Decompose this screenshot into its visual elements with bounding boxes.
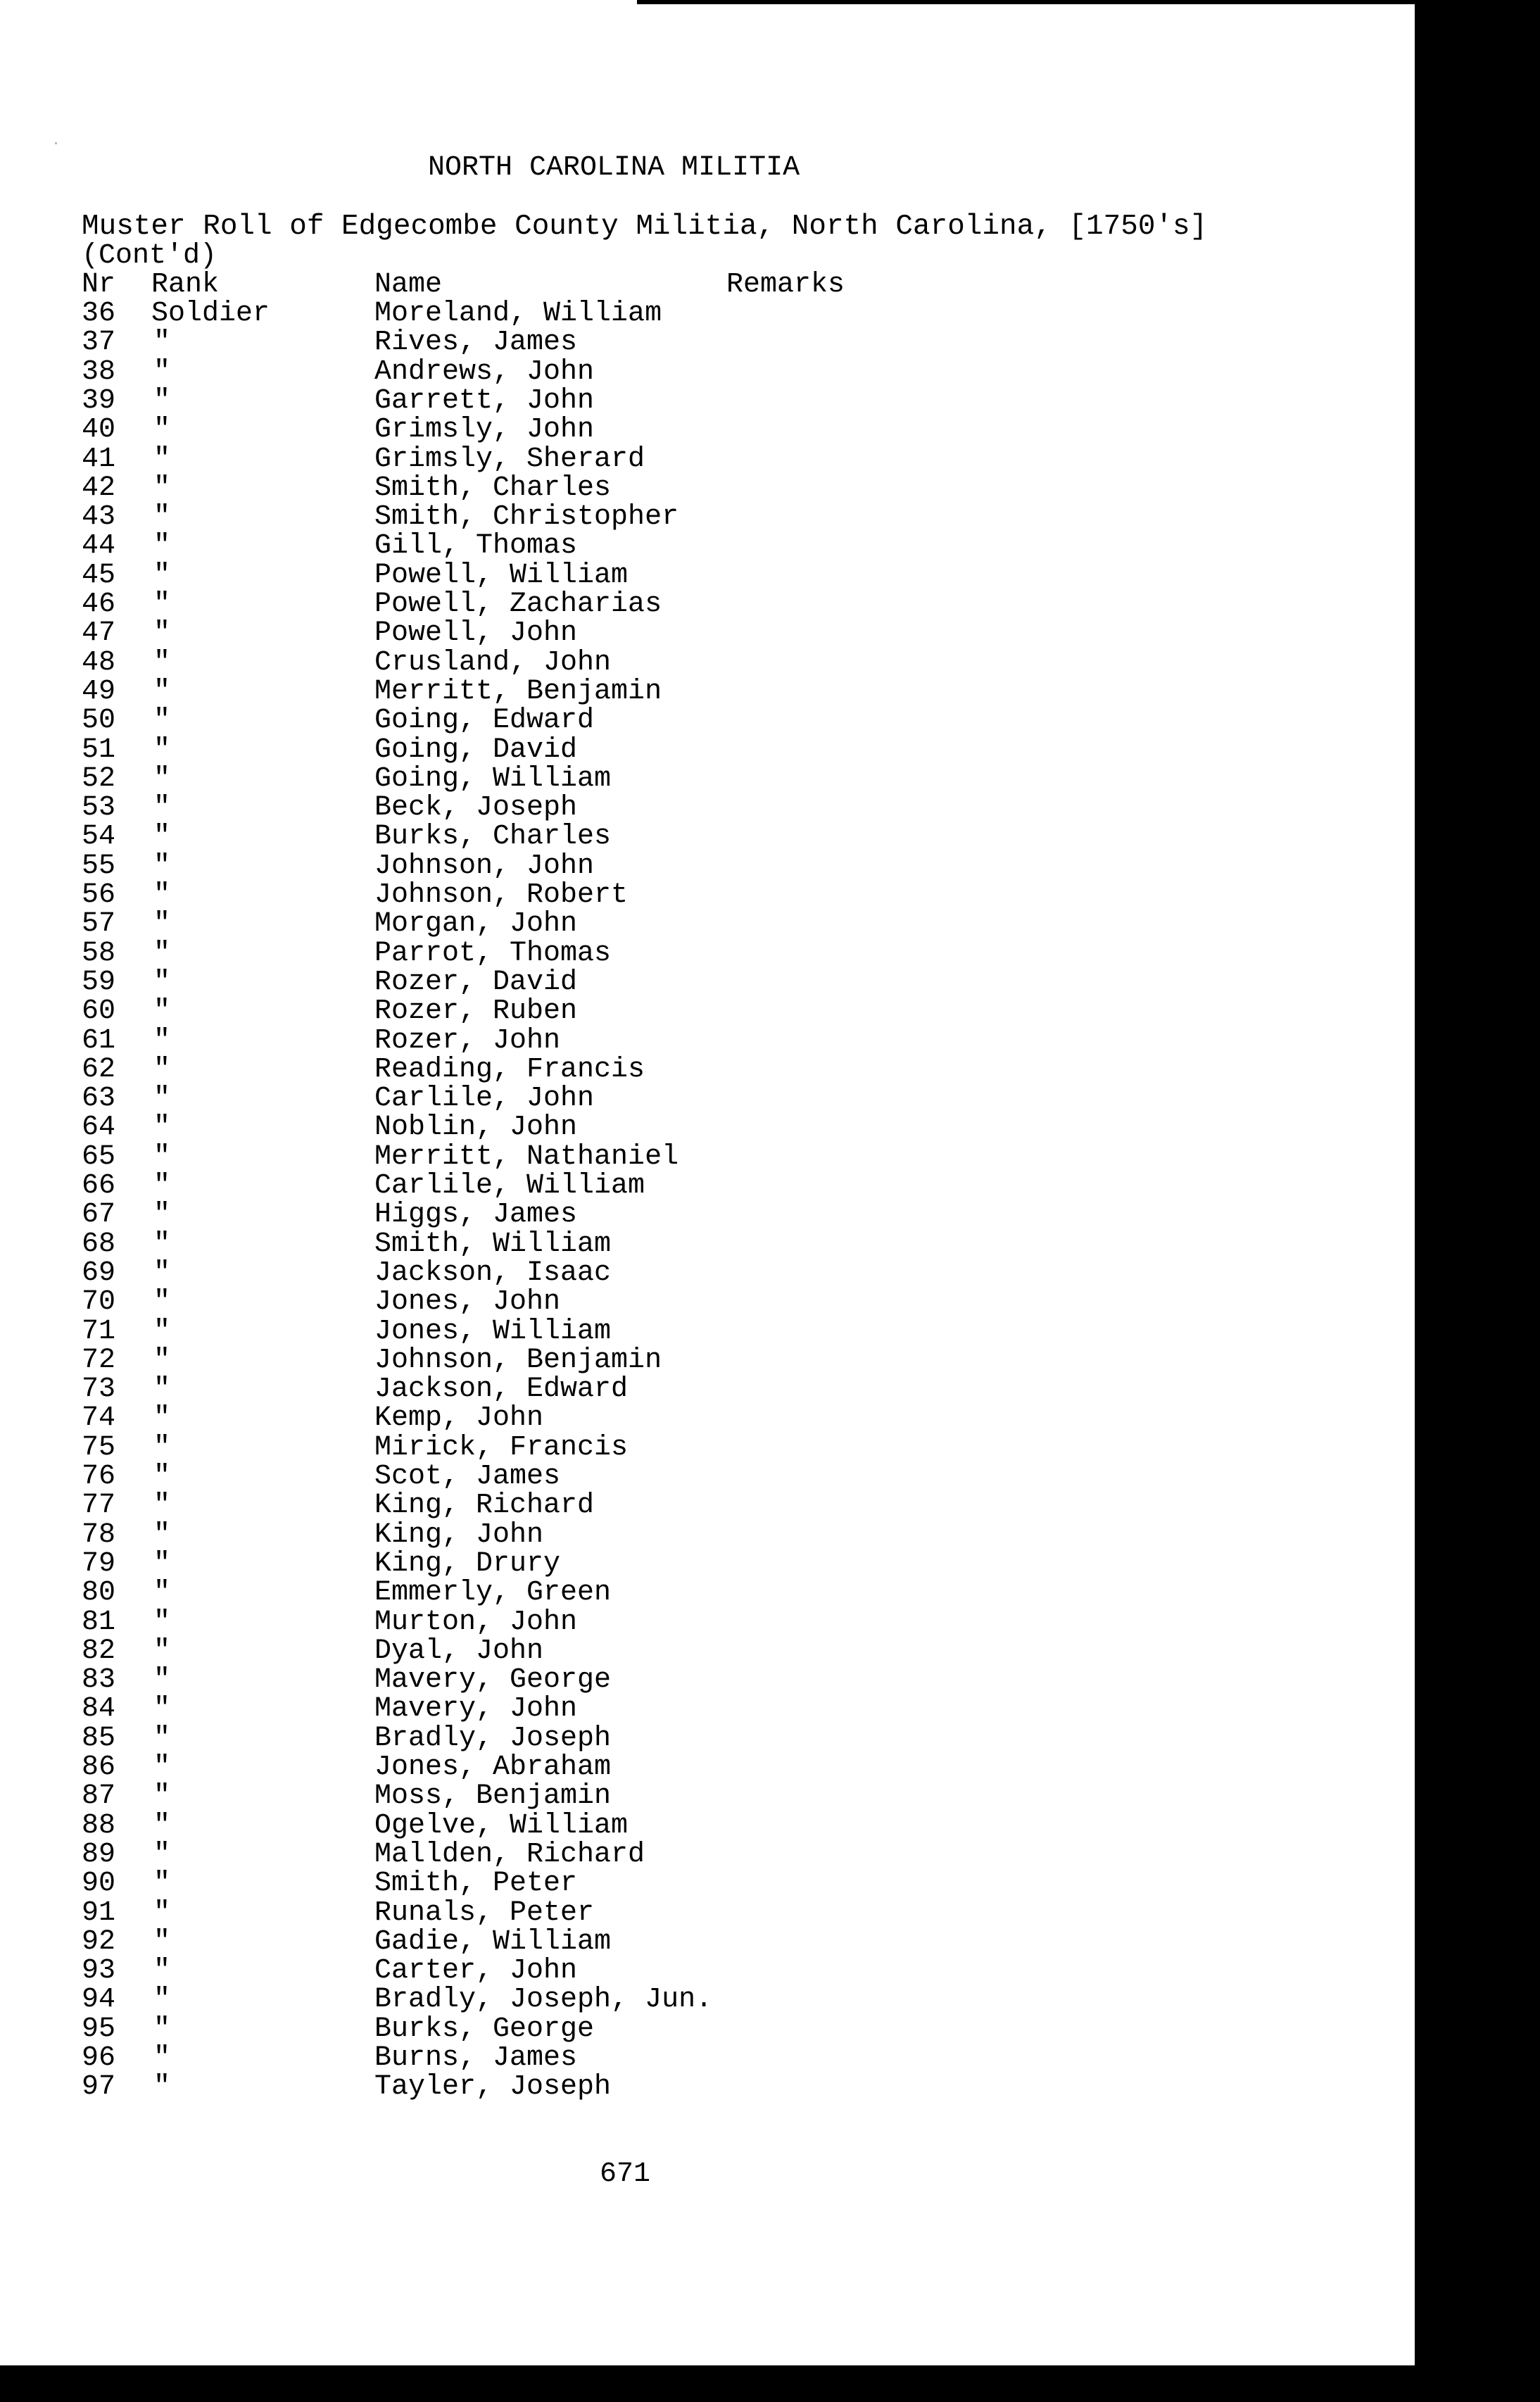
row-name: Scot, James: [374, 1461, 561, 1492]
row-rank: ": [153, 1518, 171, 1551]
row-name: Parrot, Thomas: [374, 937, 612, 969]
row-rank: ": [153, 1955, 171, 1987]
table-row: [0, 939, 985, 968]
row-name: Burks, Charles: [374, 821, 612, 853]
row-name: Johnson, John: [374, 850, 595, 882]
row-rank: ": [153, 1984, 171, 2016]
row-name: Mirick, Francis: [374, 1431, 629, 1464]
row-rank: ": [153, 589, 171, 620]
row-rank: ": [153, 1402, 171, 1435]
row-nr: 95: [82, 2013, 116, 2045]
row-nr: 50: [82, 705, 116, 737]
row-rank: ": [153, 414, 171, 446]
table-row: [0, 2044, 985, 2073]
row-rank: ": [153, 2013, 171, 2045]
row-rank: ": [153, 1024, 171, 1057]
table-row: [0, 1317, 985, 1346]
row-name: Burns, James: [374, 2042, 578, 2074]
table-row: [0, 1782, 985, 1811]
row-name: Noblin, John: [374, 1112, 578, 1144]
table-row: [0, 1811, 985, 1840]
row-nr: 72: [82, 1344, 116, 1376]
row-name: King, John: [374, 1518, 544, 1551]
row-nr: 47: [82, 617, 116, 650]
table-row: [0, 1462, 985, 1491]
row-rank: ": [153, 1868, 171, 1900]
row-nr: 85: [82, 1722, 116, 1754]
row-rank: ": [153, 1664, 171, 1697]
table-row: [0, 1404, 985, 1433]
row-rank: ": [153, 1344, 171, 1376]
row-nr: 41: [82, 443, 116, 475]
row-name: Jones, Abraham: [374, 1752, 612, 1783]
row-nr: 80: [82, 1577, 116, 1609]
row-nr: 48: [82, 646, 116, 679]
table-row: [0, 1637, 985, 1666]
row-name: Grimsly, Sherard: [374, 443, 645, 475]
row-nr: 97: [82, 2071, 116, 2104]
row-name: Rozer, David: [374, 966, 578, 998]
row-rank: ": [153, 850, 171, 882]
row-rank: ": [153, 1053, 171, 1086]
table-row: [0, 299, 985, 328]
row-rank: ": [153, 1838, 171, 1870]
row-nr: 46: [82, 589, 116, 620]
row-nr: 37: [82, 327, 116, 359]
table-row: [0, 1753, 985, 1782]
row-nr: 76: [82, 1461, 116, 1492]
row-rank: ": [153, 995, 171, 1028]
row-rank: ": [153, 908, 171, 941]
row-nr: 56: [82, 879, 116, 911]
row-nr: 42: [82, 472, 116, 504]
row-name: Carlile, William: [374, 1170, 645, 1202]
header-name: Name: [374, 269, 443, 301]
row-name: Mallden, Richard: [374, 1838, 645, 1870]
table-row: [0, 1140, 985, 1173]
table-row: [0, 997, 985, 1026]
table-row: [0, 1549, 985, 1578]
row-nr: 71: [82, 1315, 116, 1347]
row-rank: ": [153, 1228, 171, 1260]
row-name: Moss, Benjamin: [374, 1780, 612, 1813]
table-row: [0, 1608, 985, 1637]
table-row: [0, 1869, 985, 1898]
row-rank: ": [153, 1577, 171, 1609]
row-nr: 64: [82, 1112, 116, 1144]
row-name: Bradly, Joseph, Jun.: [374, 1984, 713, 2016]
row-nr: 39: [82, 384, 116, 417]
row-rank: ": [153, 472, 171, 504]
row-rank: ": [153, 1693, 171, 1725]
row-name: Powell, William: [374, 559, 629, 591]
row-name: Morgan, John: [374, 908, 578, 941]
row-name: Bradly, Joseph: [374, 1722, 612, 1754]
row-name: Garrett, John: [374, 384, 595, 417]
table-row: [0, 1084, 985, 1113]
row-nr: 87: [82, 1780, 116, 1813]
row-nr: 89: [82, 1838, 116, 1870]
row-nr: 51: [82, 734, 116, 766]
table-row: [0, 706, 985, 735]
row-name: Kemp, John: [374, 1402, 544, 1435]
row-rank: ": [153, 1170, 171, 1202]
row-name: Jones, William: [374, 1315, 612, 1347]
page-number: 671: [600, 2158, 651, 2190]
row-name: Merritt, Benjamin: [374, 675, 662, 708]
row-name: King, Richard: [374, 1490, 595, 1522]
table-row: [0, 474, 985, 503]
row-rank: ": [153, 1315, 171, 1347]
row-name: King, Drury: [374, 1547, 561, 1580]
table-row: [0, 762, 985, 795]
row-rank: ": [153, 879, 171, 911]
row-nr: 68: [82, 1228, 116, 1260]
row-name: Going, William: [374, 762, 612, 795]
row-rank: ": [153, 617, 171, 650]
row-name: Dyal, John: [374, 1635, 544, 1667]
row-name: Gadie, William: [374, 1925, 612, 1958]
row-name: Johnson, Robert: [374, 879, 629, 911]
row-rank: ": [153, 1431, 171, 1464]
row-rank: ": [153, 356, 171, 388]
row-nr: 90: [82, 1868, 116, 1900]
table-row: [0, 822, 985, 851]
table-row: [0, 1433, 985, 1462]
row-name: Smith, Peter: [374, 1868, 578, 1900]
row-nr: 58: [82, 937, 116, 969]
table-row: [0, 503, 985, 532]
table-row: [0, 1840, 985, 1869]
row-rank: ": [153, 792, 171, 824]
row-nr: 53: [82, 792, 116, 824]
row-name: Rives, James: [374, 327, 578, 359]
document-title: NORTH CAROLINA MILITIA: [428, 152, 800, 184]
table-row: [0, 648, 985, 677]
row-rank: ": [153, 646, 171, 679]
row-name: Jackson, Isaac: [374, 1257, 612, 1289]
row-rank: ": [153, 1373, 171, 1406]
row-nr: 40: [82, 414, 116, 446]
row-nr: 52: [82, 762, 116, 795]
row-rank: ": [153, 1897, 171, 1929]
row-name: Rozer, Ruben: [374, 995, 578, 1028]
row-name: Ogelve, William: [374, 1809, 629, 1842]
row-nr: 78: [82, 1518, 116, 1551]
table-row: [0, 1664, 985, 1697]
table-row: [0, 619, 985, 648]
table-row: [0, 793, 985, 822]
table-row: [0, 736, 985, 765]
table-row: [0, 1346, 985, 1375]
row-nr: 59: [82, 966, 116, 998]
table-row: [0, 328, 985, 357]
table-row: [0, 1230, 985, 1259]
table-row: [0, 1694, 985, 1723]
row-name: Powell, John: [374, 617, 578, 650]
row-name: Beck, Joseph: [374, 792, 578, 824]
row-rank: ": [153, 384, 171, 417]
row-rank: ": [153, 966, 171, 998]
row-rank: ": [153, 1635, 171, 1667]
row-name: Going, Edward: [374, 705, 595, 737]
row-rank: ": [153, 1809, 171, 1842]
row-nr: 77: [82, 1490, 116, 1522]
row-rank: ": [153, 1752, 171, 1783]
scan-speck: [55, 142, 57, 144]
row-rank: ": [153, 559, 171, 591]
row-rank: ": [153, 1780, 171, 1813]
row-name: Jones, John: [374, 1286, 561, 1319]
row-rank: ": [153, 1112, 171, 1144]
row-name: Rozer, John: [374, 1024, 561, 1057]
row-name: Andrews, John: [374, 356, 595, 388]
row-name: Burks, George: [374, 2013, 595, 2045]
row-nr: 73: [82, 1373, 116, 1406]
row-nr: 55: [82, 850, 116, 882]
row-rank: ": [153, 2071, 171, 2104]
row-name: Runals, Peter: [374, 1897, 595, 1929]
row-name: Carlile, John: [374, 1083, 595, 1115]
row-nr: 81: [82, 1606, 116, 1638]
row-name: Merritt, Nathaniel: [374, 1140, 679, 1173]
row-nr: 60: [82, 995, 116, 1028]
row-nr: 61: [82, 1024, 116, 1057]
header-remarks: Remarks: [726, 269, 845, 301]
row-name: Smith, Christopher: [374, 501, 679, 534]
row-rank: ": [153, 1140, 171, 1173]
row-nr: 67: [82, 1199, 116, 1231]
row-nr: 45: [82, 559, 116, 591]
row-name: Grimsly, John: [374, 414, 595, 446]
row-rank: ": [153, 1286, 171, 1319]
row-name: Tayler, Joseph: [374, 2071, 612, 2104]
table-row: [0, 445, 985, 474]
row-rank: ": [153, 1722, 171, 1754]
row-nr: 93: [82, 1955, 116, 1987]
row-nr: 83: [82, 1664, 116, 1697]
table-row: [0, 968, 985, 997]
table-row: [0, 2071, 985, 2104]
row-nr: 79: [82, 1547, 116, 1580]
row-name: Mavery, John: [374, 1693, 578, 1725]
scan-edge: [637, 0, 1415, 4]
table-row: [0, 415, 985, 444]
row-name: Powell, Zacharias: [374, 589, 662, 620]
row-rank: ": [153, 1925, 171, 1958]
row-name: Smith, Charles: [374, 472, 612, 504]
table-row: [0, 358, 985, 386]
row-name: Gill, Thomas: [374, 530, 578, 562]
table-row: [0, 1985, 985, 2014]
table-row: [0, 852, 985, 881]
row-rank: ": [153, 1083, 171, 1115]
row-nr: 91: [82, 1897, 116, 1929]
row-name: Crusland, John: [374, 646, 612, 679]
row-nr: 96: [82, 2042, 116, 2074]
row-name: Johnson, Benjamin: [374, 1344, 662, 1376]
row-nr: 70: [82, 1286, 116, 1319]
row-rank: ": [153, 762, 171, 795]
table-row: [0, 677, 985, 706]
row-name: Moreland, William: [374, 298, 662, 329]
row-rank: ": [153, 1490, 171, 1522]
table-row: [0, 1724, 985, 1753]
row-nr: 44: [82, 530, 116, 562]
row-nr: 38: [82, 356, 116, 388]
row-nr: 86: [82, 1752, 116, 1783]
row-nr: 75: [82, 1431, 116, 1464]
row-name: Jackson, Edward: [374, 1373, 629, 1406]
row-nr: 65: [82, 1140, 116, 1173]
row-rank: ": [153, 501, 171, 534]
table-row: [0, 1491, 985, 1520]
row-nr: 62: [82, 1053, 116, 1086]
row-rank: ": [153, 1257, 171, 1289]
row-nr: 92: [82, 1925, 116, 1958]
document-subtitle: Muster Roll of Edgecombe County Militia, North Carolina, [1750's]: [82, 210, 1208, 243]
table-row: [0, 532, 985, 560]
row-rank: Soldier: [151, 298, 270, 329]
row-nr: 54: [82, 821, 116, 853]
row-rank: ": [153, 734, 171, 766]
row-rank: ": [153, 705, 171, 737]
row-rank: ": [153, 443, 171, 475]
table-row: [0, 1925, 985, 1958]
row-rank: ": [153, 1606, 171, 1638]
row-nr: 74: [82, 1402, 116, 1435]
row-nr: 36: [82, 298, 116, 329]
table-row: [0, 386, 985, 415]
row-nr: 69: [82, 1257, 116, 1289]
row-rank: ": [153, 675, 171, 708]
table-row: [0, 1259, 985, 1288]
row-name: Emmerly, Green: [374, 1577, 612, 1609]
table-row: [0, 908, 985, 941]
row-name: Murton, John: [374, 1606, 578, 1638]
row-nr: 63: [82, 1083, 116, 1115]
table-row: [0, 1171, 985, 1200]
row-nr: 49: [82, 675, 116, 708]
header-rank: Rank: [151, 269, 220, 301]
row-name: Higgs, James: [374, 1199, 578, 1231]
table-row: [0, 561, 985, 590]
table-row: [0, 1518, 985, 1551]
row-nr: 66: [82, 1170, 116, 1202]
table-row: [0, 1956, 985, 1985]
table-row: [0, 1113, 985, 1142]
row-nr: 82: [82, 1635, 116, 1667]
row-name: Smith, William: [374, 1228, 612, 1260]
row-rank: ": [153, 2042, 171, 2074]
table-row: [0, 1899, 985, 1928]
row-nr: 43: [82, 501, 116, 534]
table-row: [0, 1375, 985, 1404]
continued-note: (Cont'd): [82, 240, 217, 272]
row-nr: 84: [82, 1693, 116, 1725]
row-name: Reading, Francis: [374, 1053, 645, 1086]
row-rank: ": [153, 1461, 171, 1492]
row-name: Mavery, George: [374, 1664, 612, 1697]
table-row: [0, 2015, 985, 2044]
table-row: [0, 1055, 985, 1084]
header-nr: Nr: [82, 269, 116, 301]
table-row: [0, 1286, 985, 1319]
row-rank: ": [153, 821, 171, 853]
table-row: [0, 590, 985, 619]
table-row: [0, 1578, 985, 1607]
table-header: [0, 270, 985, 299]
table-row: [0, 1200, 985, 1229]
row-rank: ": [153, 1199, 171, 1231]
row-nr: 57: [82, 908, 116, 941]
row-name: Carter, John: [374, 1955, 578, 1987]
row-rank: ": [153, 530, 171, 562]
row-name: Going, David: [374, 734, 578, 766]
row-nr: 88: [82, 1809, 116, 1842]
row-rank: ": [153, 1547, 171, 1580]
row-nr: 94: [82, 1984, 116, 2016]
table-row: [0, 881, 985, 910]
row-rank: ": [153, 937, 171, 969]
table-row: [0, 1026, 985, 1055]
row-rank: ": [153, 327, 171, 359]
